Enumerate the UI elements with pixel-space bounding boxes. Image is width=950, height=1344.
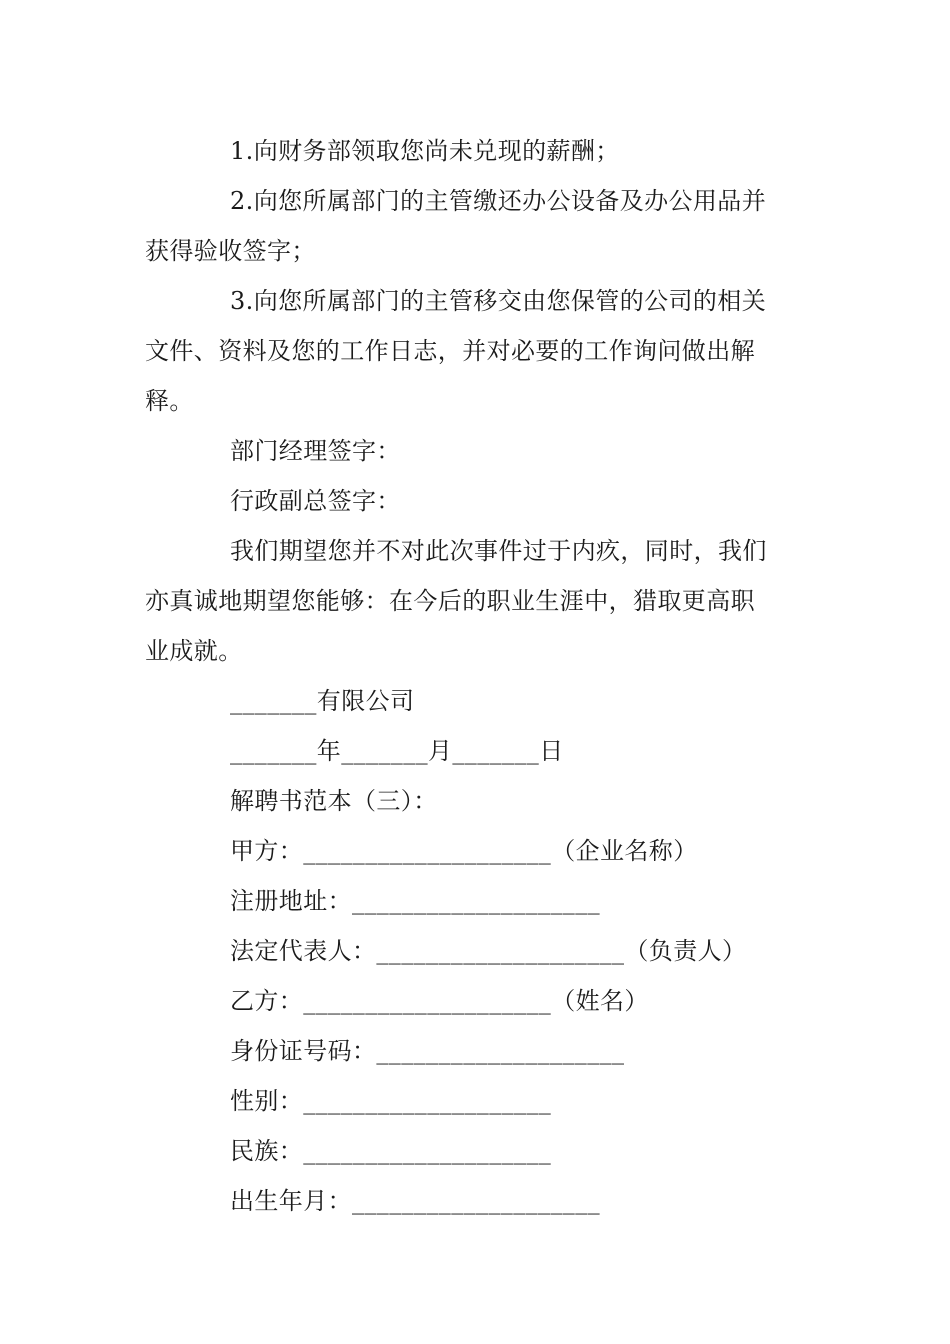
item-handover-end: 释。	[145, 387, 194, 415]
item-handover-cont: 文件、资料及您的工作日志，并对必要的工作询问做出解	[145, 337, 755, 365]
company-name-blank: _______有限公司	[230, 687, 415, 715]
manager-signature-label: 部门经理签字：	[230, 437, 401, 465]
party-a-field: 甲方：____________________（企业名称）	[230, 837, 698, 865]
legal-representative-field: 法定代表人：____________________（负责人）	[230, 937, 747, 965]
admin-vp-signature-label: 行政副总签字：	[230, 487, 401, 515]
registered-address-field: 注册地址：____________________	[230, 887, 600, 915]
party-b-field: 乙方：____________________（姓名）	[230, 987, 649, 1015]
section-title: 解聘书范本（三）：	[230, 787, 438, 815]
closing-paragraph: 我们期望您并不对此次事件过于内疚，同时，我们	[230, 537, 767, 565]
closing-paragraph-cont: 亦真诚地期望您能够：在今后的职业生涯中，猎取更高职	[145, 587, 755, 615]
gender-field: 性别：____________________	[230, 1087, 552, 1115]
item-equipment-cont: 获得验收签字；	[145, 237, 316, 265]
id-number-field: 身份证号码：____________________	[230, 1037, 625, 1065]
birth-date-field: 出生年月：____________________	[230, 1187, 600, 1215]
ethnicity-field: 民族：____________________	[230, 1137, 552, 1165]
item-handover: 3.向您所属部门的主管移交由您保管的公司的相关	[230, 287, 767, 315]
item-salary: 1.向财务部领取您尚未兑现的薪酬；	[230, 137, 620, 165]
date-blank: _______年_______月_______日	[230, 737, 564, 765]
closing-paragraph-end: 业成就。	[145, 637, 243, 665]
item-equipment: 2.向您所属部门的主管缴还办公设备及办公用品并	[230, 187, 767, 215]
